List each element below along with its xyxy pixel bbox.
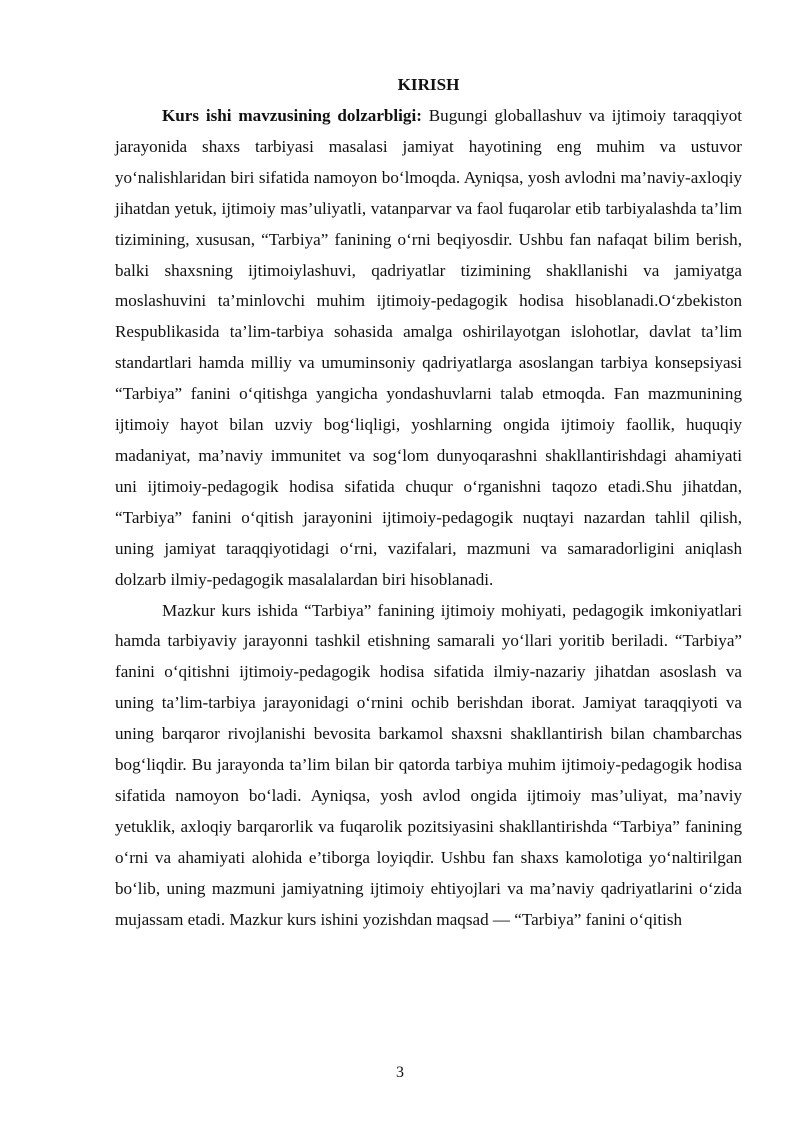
page-content [115,70,742,935]
paragraph-relevance [115,101,742,596]
paragraph-text: Mazkur kurs ishida “Tarbiya” fanining ijtimoiy mohiyati, pedagogik imkoniyatlari hamda tarbiyaviy jarayonni tashkil etishning samarali yo‘llari yoritib beriladi. “Tarbiya” fanini o‘qitishni ijtimoiy-pedagogik hodisa sifatida ilmiy-nazariy jihatdan asoslash va uning ta’lim-tarbiya jarayonidagi o‘rnini ochib berishdan iborat. Jamiyat taraqqiyoti va uning barqaror rivojlanishi bevosita barkamol shaxsni shakllantirish bilan chambarchas bog‘liqdir. Bu jarayonda ta’lim bilan bir qatorda tarbiya muhim ijtimoiy-pedagogik hodisa sifatida namoyon bo‘ladi. Ayniqsa, yosh avlod ongida ijtimoiy mas’uliyat, ma’naviy yetuklik, axloqiy barqarorlik va fuqarolik pozitsiyasini shakllantirishda “Tarbiya” fanining o‘rni va ahamiyati alohida e’tiborga loyiqdir. Ushbu fan shaxs kamolotiga yo‘naltirilgan bo‘lib, uning mazmuni jamiyatning ijtimoiy ehtiyojlari va ma’naviy qadriyatlarini o‘zida mujassam etadi. Mazkur kurs ishini yozishdan maqsad — “Tarbiya” fanini o‘qitish [115,600,742,929]
page-number: 3 [396,1064,404,1081]
paragraph-text: Bugungi globallashuv va ijtimoiy taraqqiyot jarayonida shaxs tarbiyasi masalasi jamiyat hayotining eng muhim va ustuvor yo‘nalishlaridan biri sifatida namoyon bo‘lmoqda. Ayniqsa, yosh avlodni ma’naviy-axloqiy jihatdan yetuk, ijtimoiy mas’uliyatli, vatanparvar va faol fuqarolar etib tarbiyalashda ta’lim tizimining, xususan, “Tarbiya” fanining o‘rni beqiyosdir. Ushbu fan nafaqat bilim berish, balki shaxsning ijtimoiylashuvi, qadriyatlar tizimining shakllanishi va jamiyatga moslashuvini ta’minlovchi muhim ijtimoiy-pedagogik hodisa hisoblanadi.O‘zbekiston Respublikasida ta’lim-tarbiya sohasida amalga oshirilayotgan islohotlar, davlat ta’lim standartlari hamda milliy va umuminsoniy qadriyatlarga asoslangan tarbiya konsepsiyasi “Tarbiya” fanini o‘qitishga yangicha yondashuvlarni talab etmoqda. Fan mazmunining ijtimoiy hayot bilan uzviy bog‘liqligi, yoshlarning ongida ijtimoiy faollik, huquqiy madaniyat, ma’naviy immunitet va sog‘lom dunyoqarashni shakllantirishdagi ahamiyati uni ijtimoiy-pedagogik hodisa sifatida chuqur o‘rganishni taqozo etadi.Shu jihatdan, “Tarbiya” fanini o‘qitish jarayonini ijtimoiy-pedagogik nuqtayi nazardan tahlil qilish, uning jamiyat taraqqiyotidagi o‘rni, vazifalari, mazmuni va samaradorligini aniqlash dolzarb ilmiy-pedagogik masalalardan biri hisoblanadi. [115,106,742,589]
section-title: KIRISH [397,75,460,94]
paragraph-purpose [115,596,742,936]
paragraph-lead: Kurs ishi mavzusining dolzarbligi: [162,106,422,125]
